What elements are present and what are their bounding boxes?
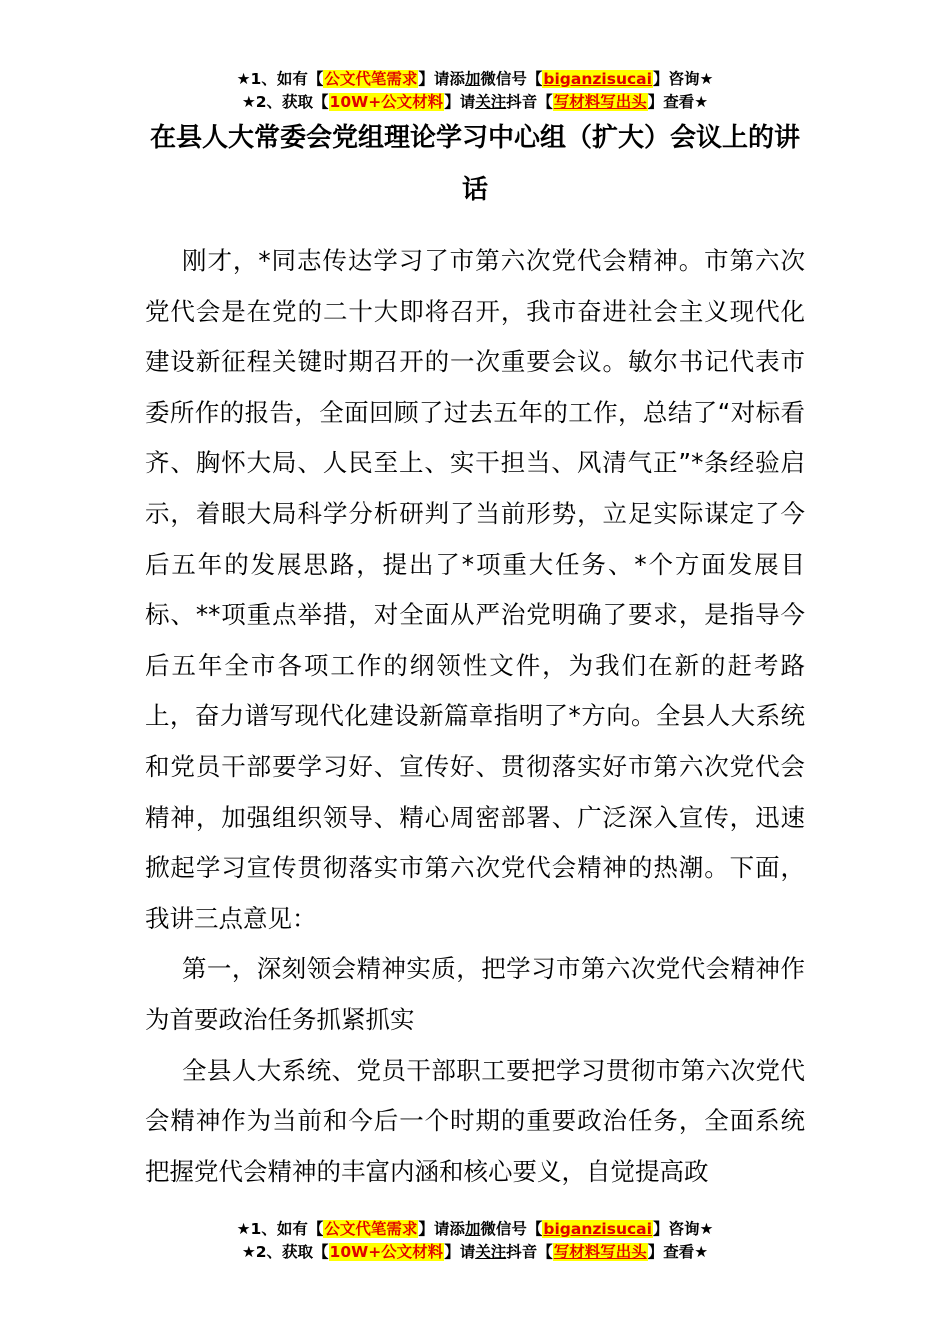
promo-line-2 (0, 1241, 950, 1264)
promo-text: 】查看★ (647, 93, 709, 111)
promo-text: 】咨询★ (652, 70, 714, 88)
promo-text: ★2、获取【 (241, 93, 329, 111)
promo-line-2 (0, 91, 950, 114)
wechat-id-highlight: biganzisucai (543, 70, 652, 88)
promo-text: 】请添 (418, 70, 465, 88)
wechat-id-highlight: biganzisucai (543, 1220, 652, 1238)
promo-banner-top (0, 68, 950, 114)
promo-highlight: 公文代笔需求 (324, 70, 418, 88)
promo-text: 】请添 (418, 1220, 465, 1238)
promo-text-underlined: 加 (464, 1220, 481, 1238)
promo-banner-bottom (0, 1218, 950, 1264)
document-title: 在县人大常委会党组理论学习中心组（扩大）会议上的讲话 (149, 123, 800, 205)
promo-highlight: 10W+公文材料 (329, 1243, 444, 1261)
promo-text: ★2、获取【 (241, 1243, 329, 1261)
promo-text: 】咨询★ (652, 1220, 714, 1238)
promo-text-underlined: 加 (464, 70, 481, 88)
body-paragraph: 全县人大系统、党员干部职工要把学习贯彻市第六次党代会精神作为当前和今后一个时期的重要政治任务，全面系统把握党代会精神的丰富内涵和核心要义，自觉提高政 (145, 1055, 805, 1186)
body-paragraph: 刚才，*同志传达学习了市第六次党代会精神。市第六次党代会是在党的二十大即将召开，我市奋进社会主义现代化建设新征程关键时期召开的一次重要会议。敏尔书记代表市委所作的报告，全面回顾了过去五年的工作，总结了“对标看齐、胸怀大局、人民至上、实干担当、风清气正”*条经验启示，着眼大局科学分析研判了当前形势，立足实际谋定了今后五年的发展思路，提出了*项重大任务、*个方面发展目标、**项重点举措，对全面从严治党明确了要求，是指导今后五年全市各项工作的纲领性文件，为我们在新的赶考路上，奋力谱写现代化建设新篇章指明了*方向。全县人大系统和党员干部要学习好、宣传好、贯彻落实好市第六次党代会精神，加强组织领导、精心周密部署、广泛深入宣传，迅速掀起学习宣传贯彻落实市第六次党代会精神的热潮。下面，我讲三点意见： (145, 246, 805, 933)
promo-text: 】查看★ (647, 1243, 709, 1261)
promo-text: 抖音【 (506, 93, 553, 111)
promo-text-underlined: 关注 (475, 1243, 507, 1261)
promo-text-underlined: 关注 (475, 93, 507, 111)
promo-text: 】请 (444, 1243, 476, 1261)
promo-highlight: 10W+公文材料 (329, 93, 444, 111)
promo-line-1 (0, 1218, 950, 1241)
promo-text: ★1、如有【 (236, 70, 324, 88)
promo-line-1 (0, 68, 950, 91)
promo-highlight: 公文代笔需求 (324, 1220, 418, 1238)
promo-text: 微信号【 (480, 1220, 543, 1238)
promo-text: 微信号【 (480, 70, 543, 88)
promo-text: ★1、如有【 (236, 1220, 324, 1238)
promo-text: 抖音【 (506, 1243, 553, 1261)
douyin-id-highlight: 写材料写出头 (553, 93, 647, 111)
promo-text: 】请 (444, 93, 476, 111)
section-heading: 第一，深刻领会精神实质，把学习市第六次党代会精神作为首要政治任务抓紧抓实 (145, 954, 805, 1034)
douyin-id-highlight: 写材料写出头 (553, 1243, 647, 1261)
document-body (145, 236, 805, 1197)
